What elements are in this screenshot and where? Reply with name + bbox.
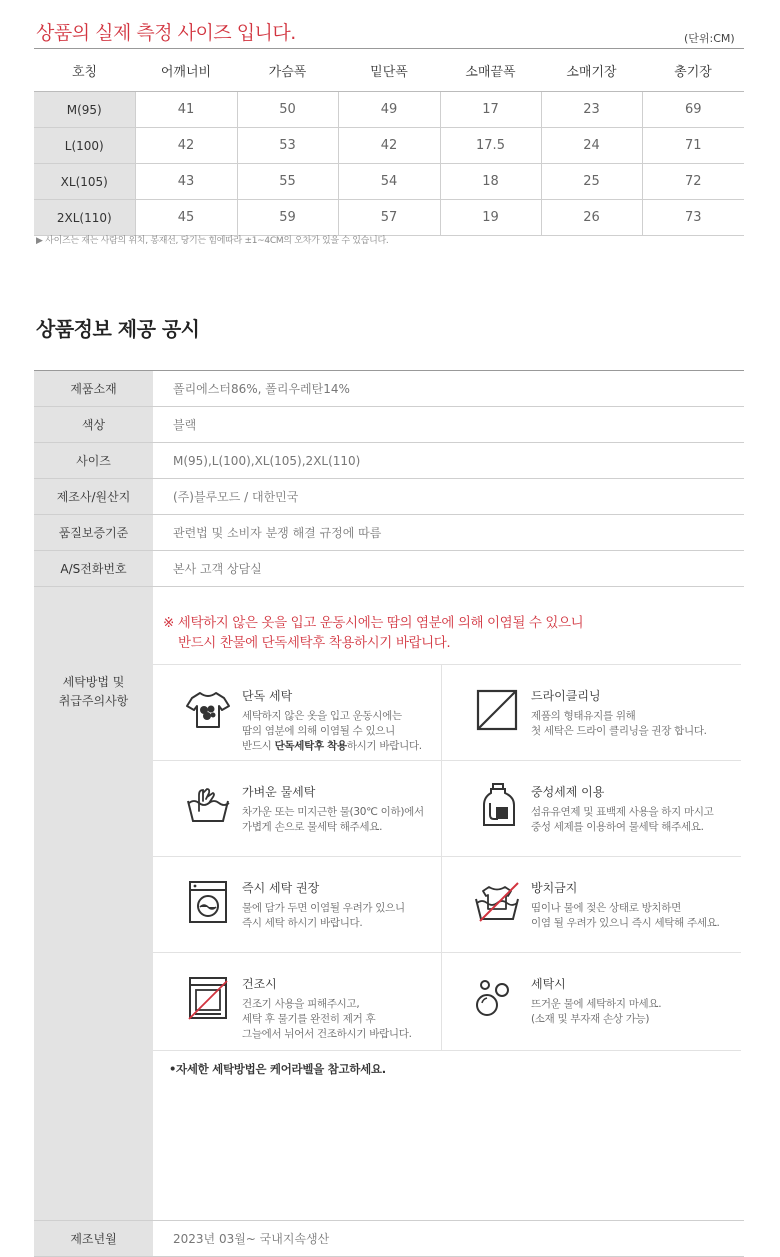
table-cell: 26 — [541, 200, 642, 236]
info-label: 색상 — [34, 407, 153, 443]
table-cell: 24 — [541, 128, 642, 164]
care-item-title: 단독 세탁 — [242, 689, 293, 703]
no-soak-icon — [472, 877, 522, 927]
table-row — [34, 200, 744, 236]
size-label: M(95) — [34, 92, 135, 128]
desc-line: 뜨거운 물에 세탁하지 마세요. — [531, 998, 662, 1010]
washing-machine-icon — [183, 877, 233, 927]
info-label: 제조사/원산지 — [34, 479, 153, 515]
header-cell: 소매끝폭 — [440, 49, 541, 92]
detergent-icon — [472, 781, 522, 831]
size-label: XL(105) — [34, 164, 135, 200]
care-warning-line: ※ 세탁하지 않은 옷을 입고 운동시에는 땀의 염분에 의해 이염될 수 있으니 — [163, 615, 584, 631]
care-warning — [163, 613, 583, 653]
table-cell: 57 — [338, 200, 440, 236]
table-cell: 17 — [440, 92, 541, 128]
info-label: 품질보증기준 — [34, 515, 153, 551]
care-item-title: 드라이클리닝 — [531, 689, 601, 703]
care-item-title: 가벼운 물세탁 — [242, 785, 316, 799]
info-label: A/S전화번호 — [34, 551, 153, 587]
desc-line: 이염 될 우려가 있으니 즉시 세탁해 주세요. — [531, 917, 720, 929]
table-cell: 17.5 — [440, 128, 541, 164]
table-cell: 53 — [237, 128, 338, 164]
size-table-header-row — [34, 49, 744, 92]
table-row — [34, 128, 744, 164]
desc-line: 제품의 형태유지를 위해 — [531, 710, 636, 722]
grid-divider — [153, 1050, 741, 1051]
care-item-title: 건조시 — [242, 977, 277, 991]
no-tumble-dry-icon — [183, 973, 233, 1023]
care-item-desc — [531, 709, 707, 739]
desc-line: 세탁하지 않은 옷을 입고 운동시에는 — [242, 710, 402, 722]
info-row — [34, 515, 744, 551]
care-label — [34, 587, 153, 1221]
care-label-line: 취급주의사항 — [58, 694, 129, 708]
info-row — [34, 479, 744, 515]
care-item-desc — [531, 997, 661, 1027]
size-note: ▶ 사이즈는 재는 사람의 위치, 봉재선, 당기는 힘에따라 ±1~4CM의 오차가 있을 수 있습니다. — [36, 236, 389, 246]
size-chart-title: 상품의 실제 측정 사이즈 입니다. — [36, 22, 296, 44]
info-row — [34, 551, 744, 587]
care-warning-line: 반드시 찬물에 단독세탁후 착용하시기 바랍니다. — [178, 635, 451, 651]
table-cell: 45 — [135, 200, 237, 236]
desc-line: 하시기 바랍니다. — [346, 740, 422, 752]
care-label-line: 세탁방법 및 — [62, 675, 125, 689]
care-item-title: 방치금지 — [531, 881, 578, 895]
care-item-washing — [442, 953, 729, 1047]
care-item-desc — [242, 997, 412, 1042]
tshirt-icon — [183, 685, 233, 735]
care-item-title: 중성세제 이용 — [531, 785, 605, 799]
header-cell: 밑단폭 — [338, 49, 440, 92]
size-label: L(100) — [34, 128, 135, 164]
unit-note: (단위:CM) — [684, 32, 735, 45]
table-cell: 42 — [338, 128, 440, 164]
info-value: 관련법 및 소비자 분쟁 해결 규정에 따름 — [153, 515, 744, 551]
care-item-desc — [242, 805, 424, 835]
desc-line: 세탁 후 물기를 완전히 제거 후 — [242, 1013, 376, 1025]
info-value: (주)블루모드 / 대한민국 — [153, 479, 744, 515]
table-row — [34, 92, 744, 128]
care-row — [34, 587, 744, 1221]
header-cell: 호칭 — [34, 49, 135, 92]
care-item-title: 세탁시 — [531, 977, 566, 991]
care-content — [153, 587, 744, 1221]
care-item-title: 즉시 세탁 권장 — [242, 881, 320, 895]
size-table — [34, 48, 744, 236]
desc-line: 가볍게 손으로 물세탁 해주세요. — [242, 821, 383, 833]
info-value: M(95),L(100),XL(105),2XL(110) — [153, 443, 744, 479]
table-cell: 18 — [440, 164, 541, 200]
table-cell: 25 — [541, 164, 642, 200]
header-cell: 가슴폭 — [237, 49, 338, 92]
desc-line: 즉시 세탁 하시기 바랍니다. — [242, 917, 363, 929]
table-cell: 43 — [135, 164, 237, 200]
desc-bold: 단독세탁후 착용 — [274, 740, 347, 752]
care-item-neutral-detergent — [442, 761, 729, 855]
info-label: 사이즈 — [34, 443, 153, 479]
care-footer-note: •자세한 세탁방법은 케어라벨을 참고하세요. — [169, 1062, 386, 1076]
care-item-dry-cleaning — [442, 665, 729, 759]
desc-line: 반드시 — [242, 740, 275, 752]
desc-line: 첫 세탁은 드라이 클리닝을 권장 합니다. — [531, 725, 707, 737]
header-cell: 총기장 — [642, 49, 744, 92]
table-cell: 55 — [237, 164, 338, 200]
table-cell: 54 — [338, 164, 440, 200]
table-cell: 19 — [440, 200, 541, 236]
info-value: 폴리에스터86%, 폴리우레탄14% — [153, 371, 744, 407]
bubbles-icon — [472, 973, 522, 1023]
desc-line: 중성 세제를 이용하여 물세탁 해주세요. — [531, 821, 704, 833]
care-item-no-soaking — [442, 857, 729, 951]
care-item-immediate-wash — [153, 857, 440, 951]
table-cell: 71 — [642, 128, 744, 164]
table-cell: 50 — [237, 92, 338, 128]
table-row — [34, 164, 744, 200]
table-cell: 72 — [642, 164, 744, 200]
desc-line: 띰이나 물에 젖은 상태로 방치하면 — [531, 902, 681, 914]
size-label: 2XL(110) — [34, 200, 135, 236]
table-cell: 23 — [541, 92, 642, 128]
info-value: 본사 고객 상담실 — [153, 551, 744, 587]
table-cell: 69 — [642, 92, 744, 128]
hand-wash-icon — [183, 781, 233, 831]
desc-line: 땀의 염분에 의해 이염될 수 있으니 — [242, 725, 395, 737]
care-item-desc — [242, 709, 422, 754]
desc-line: 그늘에서 뉘어서 건조하시기 바랍니다. — [242, 1028, 412, 1040]
desc-line: 차가운 또는 미지근한 물(30℃ 이하)에서 — [242, 806, 424, 818]
table-cell: 59 — [237, 200, 338, 236]
info-value: 블랙 — [153, 407, 744, 443]
info-label: 제조년월 — [34, 1221, 153, 1257]
desc-line: 물에 담가 두면 이염될 우려가 있으니 — [242, 902, 405, 914]
desc-line: 건조기 사용을 피해주시고, — [242, 998, 360, 1010]
care-item-desc — [531, 805, 714, 835]
care-item-hand-wash — [153, 761, 440, 855]
desc-line: 섬유유연제 및 표백제 사용을 하지 마시고 — [531, 806, 714, 818]
table-cell: 41 — [135, 92, 237, 128]
header-cell: 소매기장 — [541, 49, 642, 92]
info-row — [34, 371, 744, 407]
table-cell: 73 — [642, 200, 744, 236]
header-cell: 어깨너비 — [135, 49, 237, 92]
desc-line: (소재 및 부자재 손상 가능) — [531, 1013, 650, 1025]
care-item-desc — [531, 901, 720, 931]
info-value: 2023년 03월~ 국내지속생산 — [153, 1221, 744, 1257]
info-row — [34, 1221, 744, 1257]
info-section-title: 상품정보 제공 공시 — [36, 317, 200, 341]
product-info-table — [34, 370, 744, 1257]
care-item-solo-wash — [153, 665, 440, 759]
care-item-desc — [242, 901, 405, 931]
table-cell: 42 — [135, 128, 237, 164]
table-cell: 49 — [338, 92, 440, 128]
care-item-drying — [153, 953, 440, 1047]
info-row — [34, 443, 744, 479]
dry-clean-icon — [472, 685, 522, 735]
info-label: 제품소재 — [34, 371, 153, 407]
info-row — [34, 407, 744, 443]
